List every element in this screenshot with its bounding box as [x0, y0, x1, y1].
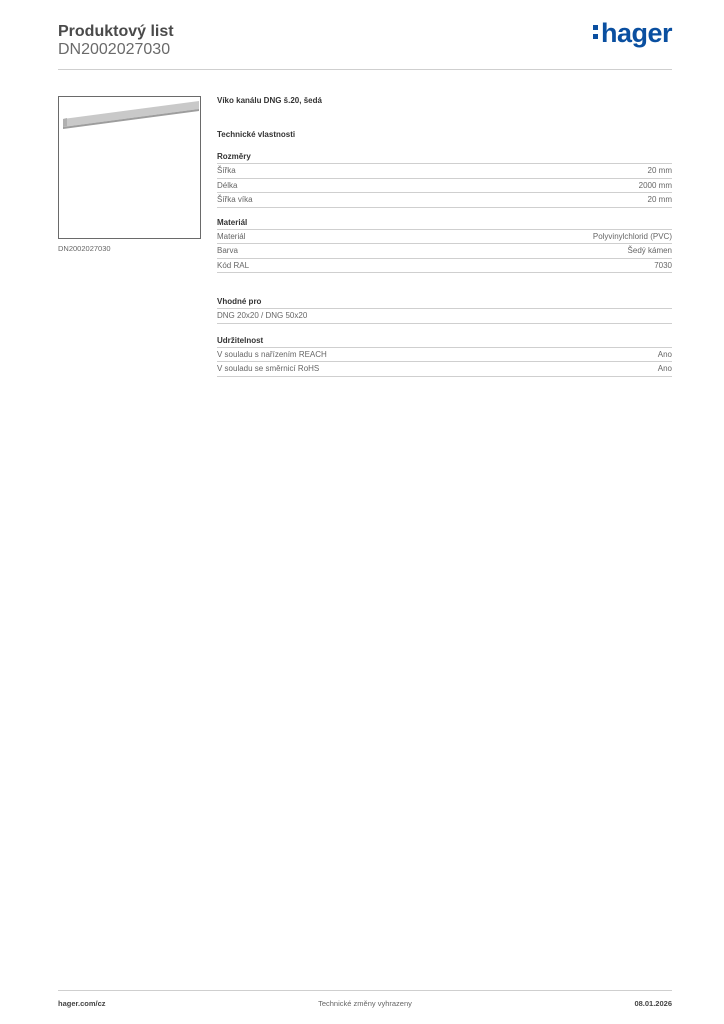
table-row: Šířka víka 20 mm [217, 193, 672, 208]
section-title: Materiál [217, 218, 672, 230]
footer-date: 08.01.2026 [634, 999, 672, 1008]
product-image [58, 96, 201, 239]
section-dimensions [217, 152, 672, 208]
document-code: DN2002027030 [58, 41, 171, 58]
product-name: Víko kanálu DNG š.20, šedá [217, 96, 322, 105]
image-caption: DN2002027030 [58, 244, 111, 253]
footer-disclaimer: Technické změny vyhrazeny [318, 999, 412, 1008]
document-title: Produktový list [58, 23, 174, 40]
section-suitable-for [217, 297, 672, 324]
table-row: Šířka 20 mm [217, 164, 672, 179]
section-title: Vhodné pro [217, 297, 672, 309]
table-row: Kód RAL 7030 [217, 259, 672, 274]
section-title: Udržitelnost [217, 336, 672, 348]
section-sustainability [217, 336, 672, 377]
footer-website-link[interactable]: hager.com/cz [58, 999, 106, 1008]
table-row: DNG 20x20 / DNG 50x20 [217, 309, 672, 324]
hager-logo: hager [593, 18, 672, 49]
page-header [58, 18, 672, 70]
product-details [217, 96, 672, 377]
duct-cover-image [59, 97, 200, 238]
table-row: V souladu se směrnicí RoHS Ano [217, 362, 672, 377]
table-row: Délka 2000 mm [217, 179, 672, 194]
section-material [217, 218, 672, 274]
table-row: V souladu s nařízením REACH Ano [217, 348, 672, 363]
logo-dots-icon [593, 24, 599, 42]
table-row: Materiál Polyvinylchlorid (PVC) [217, 230, 672, 245]
page-footer [58, 990, 672, 1010]
table-row: Barva Šedý kámen [217, 244, 672, 259]
section-title: Rozměry [217, 152, 672, 164]
technical-properties-title: Technické vlastnosti [217, 130, 296, 139]
